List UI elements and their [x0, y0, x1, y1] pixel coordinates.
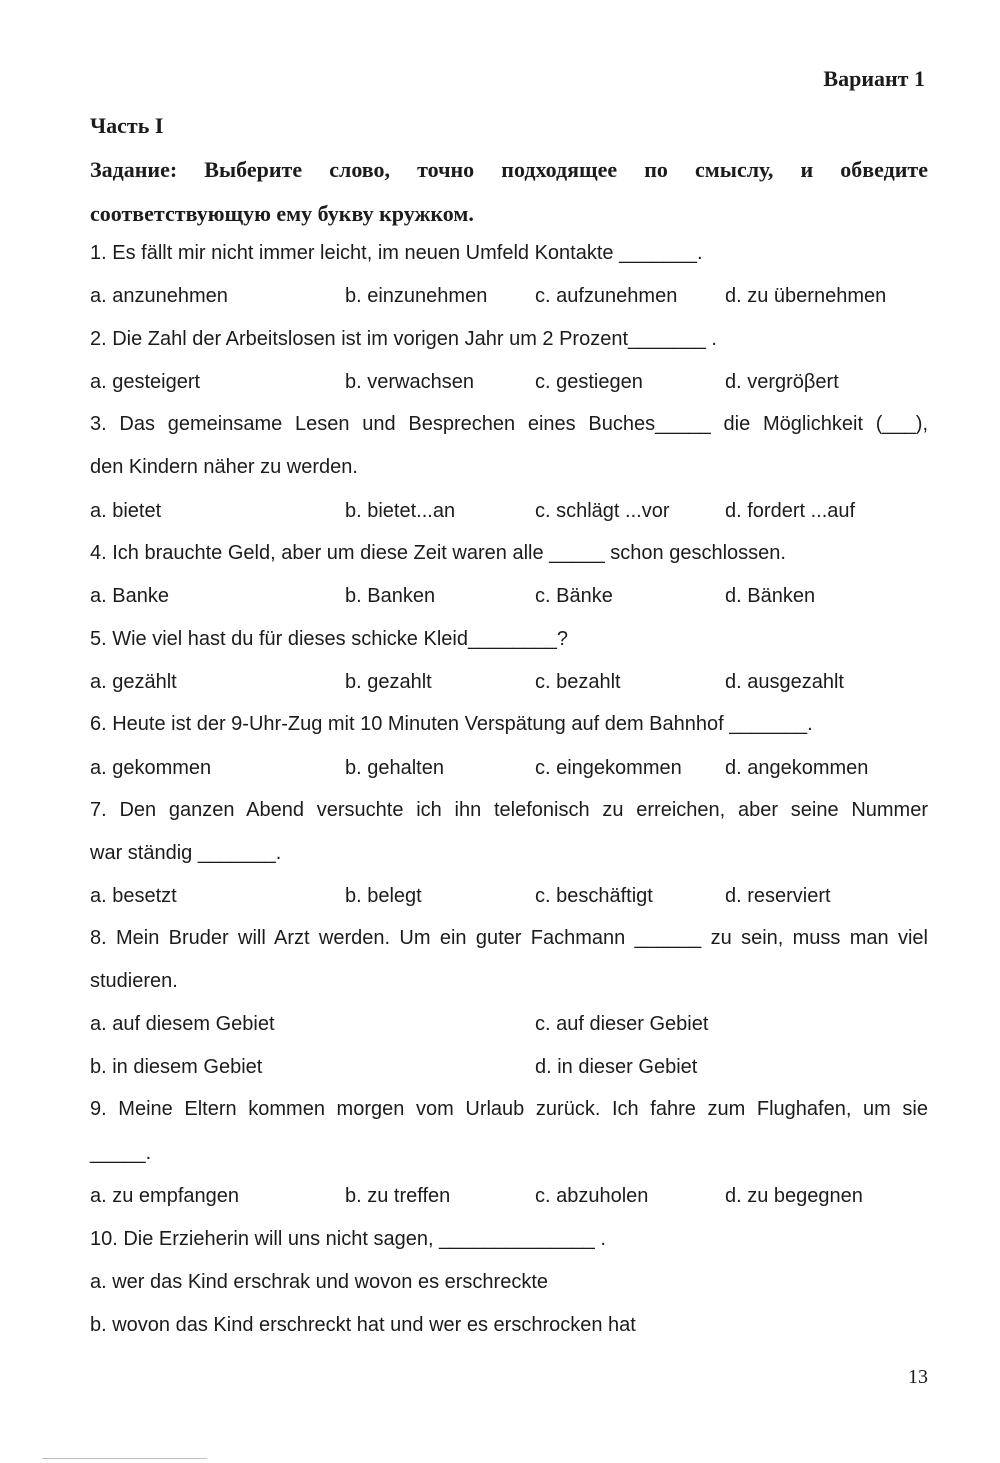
question-4-text: 4. Ich brauchte Geld, aber um diese Zeit waren alle _____ schon geschlossen.: [90, 542, 786, 564]
option-c[interactable]: c. aufzunehmen: [535, 285, 678, 307]
question-8-text: 8. Mein Bruder will Arzt werden. Um ein guter Fachmann ______ zu sein, muss man viel: [90, 927, 928, 949]
question-7-text-cont: war ständig _______.: [90, 842, 282, 864]
option-a[interactable]: a. anzunehmen: [90, 285, 228, 307]
option-d[interactable]: d. in dieser Gebiet: [535, 1056, 698, 1078]
option-c[interactable]: c. gestiegen: [535, 371, 643, 393]
question-6-text: 6. Heute ist der 9-Uhr-Zug mit 10 Minuten Verspätung auf dem Bahnhof _______.: [90, 713, 813, 735]
question-7-text: 7. Den ganzen Abend versuchte ich ihn telefonisch zu erreichen, aber seine Nummer: [90, 799, 928, 821]
question-9-text-cont: _____.: [90, 1142, 152, 1164]
option-b[interactable]: b. zu treffen: [345, 1185, 451, 1207]
option-d[interactable]: d. fordert ...auf: [725, 500, 856, 522]
option-d[interactable]: d. reserviert: [725, 885, 831, 907]
option-b[interactable]: b. gezahlt: [345, 671, 432, 693]
question-5-text: 5. Wie viel hast du für dieses schicke Kleid________?: [90, 628, 569, 650]
option-d[interactable]: d. vergröβert: [725, 371, 839, 393]
part-heading: Часть I: [90, 113, 164, 138]
option-a[interactable]: a. bietet: [90, 500, 162, 522]
question-3-text-cont: den Kindern näher zu werden.: [90, 456, 358, 478]
option-c[interactable]: c. schlägt ...vor: [535, 500, 670, 522]
question-3-text: 3. Das gemeinsame Lesen und Besprechen eines Buches_____ die Möglichkeit (___),: [90, 413, 928, 435]
option-a[interactable]: a. gezählt: [90, 671, 177, 693]
task-line-2: соответствующую ему букву кружком.: [90, 201, 474, 226]
option-a[interactable]: a. zu empfangen: [90, 1185, 239, 1207]
option-c[interactable]: c. eingekommen: [535, 757, 682, 779]
option-a[interactable]: a. auf diesem Gebiet: [90, 1013, 275, 1035]
question-9-text: 9. Meine Eltern kommen morgen vom Urlaub zurück. Ich fahre zum Flughafen, um sie: [90, 1098, 928, 1120]
question-1-text: 1. Es fällt mir nicht immer leicht, im neuen Umfeld Kontakte _______.: [90, 242, 703, 264]
footer-rule: [42, 1458, 207, 1459]
option-a[interactable]: a. gekommen: [90, 757, 212, 779]
option-b[interactable]: b. gehalten: [345, 757, 444, 779]
question-10-option-a[interactable]: a. wer das Kind erschrak und wovon es erschreckte: [90, 1271, 548, 1293]
question-10-option-b[interactable]: b. wovon das Kind erschreckt hat und wer es erschrocken hat: [90, 1314, 636, 1336]
option-c[interactable]: c. beschäftigt: [535, 885, 653, 907]
question-8-text-cont: studieren.: [90, 970, 178, 992]
option-b[interactable]: b. bietet...an: [345, 500, 456, 522]
question-10-text: 10. Die Erzieherin will uns nicht sagen, ______________ .: [90, 1228, 606, 1250]
option-a[interactable]: a. besetzt: [90, 885, 177, 907]
option-d[interactable]: d. Bänken: [725, 585, 816, 607]
option-b[interactable]: b. Banken: [345, 585, 436, 607]
option-a[interactable]: a. gesteigert: [90, 371, 201, 393]
page-number: 13: [908, 1366, 928, 1388]
option-c[interactable]: c. bezahlt: [535, 671, 621, 693]
option-d[interactable]: d. angekommen: [725, 757, 869, 779]
option-b[interactable]: b. in diesem Gebiet: [90, 1056, 263, 1078]
variant-title: Вариант 1: [823, 66, 925, 91]
option-a[interactable]: a. Banke: [90, 585, 169, 607]
option-d[interactable]: d. zu übernehmen: [725, 285, 887, 307]
question-2-text: 2. Die Zahl der Arbeitslosen ist im vorigen Jahr um 2 Prozent_______ .: [90, 328, 717, 350]
option-d[interactable]: d. zu begegnen: [725, 1185, 863, 1207]
option-b[interactable]: b. einzunehmen: [345, 285, 488, 307]
option-d[interactable]: d. ausgezahlt: [725, 671, 844, 693]
option-c[interactable]: c. Bänke: [535, 585, 613, 607]
task-instruction: [90, 148, 928, 236]
option-c[interactable]: c. auf dieser Gebiet: [535, 1013, 709, 1035]
option-b[interactable]: b. belegt: [345, 885, 422, 907]
option-c[interactable]: c. abzuholen: [535, 1185, 649, 1207]
option-b[interactable]: b. verwachsen: [345, 371, 474, 393]
task-line-1: Задание: Выберите слово, точно подходящее по смыслу, и обведите: [90, 157, 928, 182]
